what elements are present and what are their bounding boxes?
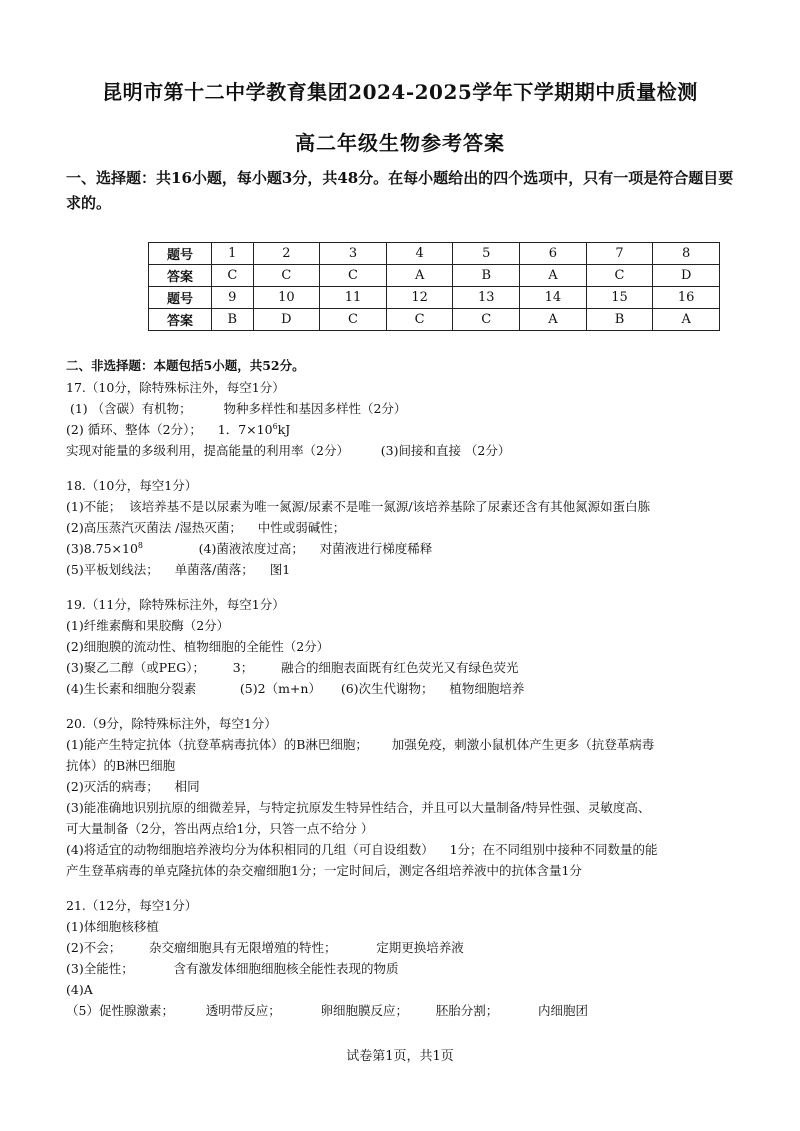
answer-line: (2)高压蒸汽灭菌法 /湿热灭菌； 中性或弱碱性； <box>66 520 346 535</box>
answer-line: （5）促性腺激素； 透明带反应； 卵细胞膜反应； 胚胎分割； 内细胞团 <box>66 1003 589 1018</box>
table-cell: B <box>453 265 520 287</box>
answer-line: (1)能产生特定抗体（抗登革病毒抗体）的B淋巴细胞； 加强免疫，刺激小鼠机体产生更多（抗登革病毒 <box>66 737 655 752</box>
table-cell: A <box>520 309 587 331</box>
table-row <box>149 243 720 265</box>
answer-line: (2)不会； 杂交瘤细胞具有无限增殖的特性； 定期更换培养液 <box>66 940 464 955</box>
answer-text: kJ <box>277 422 291 437</box>
table-cell: 10 <box>253 287 320 309</box>
table-row <box>149 309 720 331</box>
superscript: 8 <box>137 540 144 550</box>
table-cell: A <box>386 265 453 287</box>
table-row <box>149 265 720 287</box>
answer-line <box>66 538 734 559</box>
page-footer: 试卷第1页，共1页 <box>346 1049 454 1064</box>
answer-line: (5)平板划线法； 单菌落/菌落； 图1 <box>66 562 291 577</box>
table-cell: 1 <box>212 243 254 265</box>
answer-line: (1)不能； 该培养基不是以尿素为唯一氮源/尿素不是唯一氮源/该培养基除了尿素还含有其他氮源如蛋白胨 <box>66 499 651 514</box>
answer-text: (4)菌液浓度过高； 对菌液进行梯度稀释 <box>143 541 433 556</box>
question-19-header: 19.（11分，除特殊标注外，每空1分） <box>66 597 285 612</box>
table-cell: 13 <box>453 287 520 309</box>
table-cell: 3 <box>320 243 387 265</box>
superscript: 6 <box>272 421 278 431</box>
table-cell: 11 <box>320 287 387 309</box>
question-21-header: 21.（12分，每空1分） <box>66 898 198 913</box>
answer-line: (3)全能性； 含有激发体细胞细胞核全能性表现的物质 <box>66 961 399 976</box>
table-cell: 答案 <box>149 265 212 287</box>
table-cell: 题号 <box>149 287 212 309</box>
table-cell: 12 <box>386 287 453 309</box>
table-cell: 9 <box>212 287 254 309</box>
question-18-header: 18.（10分，每空1分） <box>66 478 198 493</box>
answer-line: (2)灭活的病毒； 相同 <box>66 779 200 794</box>
question-17 <box>66 377 734 461</box>
answer-line: (2)细胞膜的流动性、植物细胞的全能性（2分） <box>66 639 330 654</box>
table-cell: 15 <box>586 287 653 309</box>
question-18 <box>66 475 734 580</box>
table-cell: 5 <box>453 243 520 265</box>
table-cell: C <box>453 309 520 331</box>
answer-table <box>148 242 720 331</box>
table-cell: 7 <box>586 243 653 265</box>
table-cell: C <box>212 265 254 287</box>
table-cell: B <box>212 309 254 331</box>
answer-line: (4)将适宜的动物细胞培养液均分为体积相同的几组（可自设组数） 1分；在不同组别中接种不同数量的能 <box>66 842 658 857</box>
table-cell: 6 <box>520 243 587 265</box>
table-cell: D <box>653 265 720 287</box>
table-cell: A <box>653 309 720 331</box>
table-cell: C <box>586 265 653 287</box>
answer-line: (1) （含碳）有机物； 物种多样性和基因多样性（2分） <box>66 401 407 416</box>
table-cell: 2 <box>253 243 320 265</box>
question-21 <box>66 895 734 1021</box>
table-cell: C <box>320 309 387 331</box>
question-20-header: 20.（9分，除特殊标注外，每空1分） <box>66 716 277 731</box>
table-row <box>149 287 720 309</box>
table-cell: D <box>253 309 320 331</box>
answer-line: (3)能准确地识别抗原的细微差异，与特定抗原发生特异性结合，并且可以大量制备/特异性强、灵敏度高、 <box>66 800 651 815</box>
question-17-header: 17.（10分，除特殊标注外，每空1分） <box>66 380 285 395</box>
answer-line: 产生登革病毒的单克隆抗体的杂交瘤细胞1分；一定时间后，测定各组培养液中的抗体含量1分 <box>66 863 582 878</box>
answer-line: (4)A <box>66 982 93 997</box>
answer-line <box>66 419 734 440</box>
table-cell: B <box>586 309 653 331</box>
table-cell: 题号 <box>149 243 212 265</box>
answer-text: (2) 循环、整体（2分）； 1．7×10 <box>66 422 273 437</box>
answer-line: 可大量制备（2分，答出两点给1分，只答一点不给分 ） <box>66 821 374 836</box>
answer-line: 抗体）的B淋巴细胞 <box>66 758 176 773</box>
table-cell: 16 <box>653 287 720 309</box>
section2-heading: 二、非选择题：本题包括5小题，共52分。 <box>66 358 305 373</box>
answer-line: (1)纤维素酶和果胶酶（2分） <box>66 618 230 633</box>
answer-line: (3)聚乙二醇（或PEG）； 3； 融合的细胞表面既有红色荧光又有绿色荧光 <box>66 660 519 675</box>
table-cell: C <box>386 309 453 331</box>
table-cell: C <box>320 265 387 287</box>
answer-text: (3)8.75×10 <box>66 541 138 556</box>
page-title: 昆明市第十二中学教育集团2024-2025学年下学期期中质量检测 <box>102 80 698 104</box>
answer-line: (1)体细胞核移植 <box>66 919 159 934</box>
question-20 <box>66 713 734 881</box>
answer-line: 实现对能量的多级利用，提高能量的利用率（2分） (3)间接和直接 （2分） <box>66 443 511 458</box>
question-19 <box>66 594 734 699</box>
table-cell: 8 <box>653 243 720 265</box>
section1-heading: 一、选择题：共16小题，每小题3分，共48分。在每小题给出的四个选项中，只有一项是符合题目要求的。 <box>66 169 734 212</box>
table-cell: 14 <box>520 287 587 309</box>
page-subtitle: 高二年级生物参考答案 <box>295 131 505 155</box>
table-cell: C <box>253 265 320 287</box>
table-cell: A <box>520 265 587 287</box>
table-cell: 4 <box>386 243 453 265</box>
table-cell: 答案 <box>149 309 212 331</box>
answer-line: (4)生长素和细胞分裂素 (5)2（m+n） (6)次生代谢物； 植物细胞培养 <box>66 681 525 696</box>
